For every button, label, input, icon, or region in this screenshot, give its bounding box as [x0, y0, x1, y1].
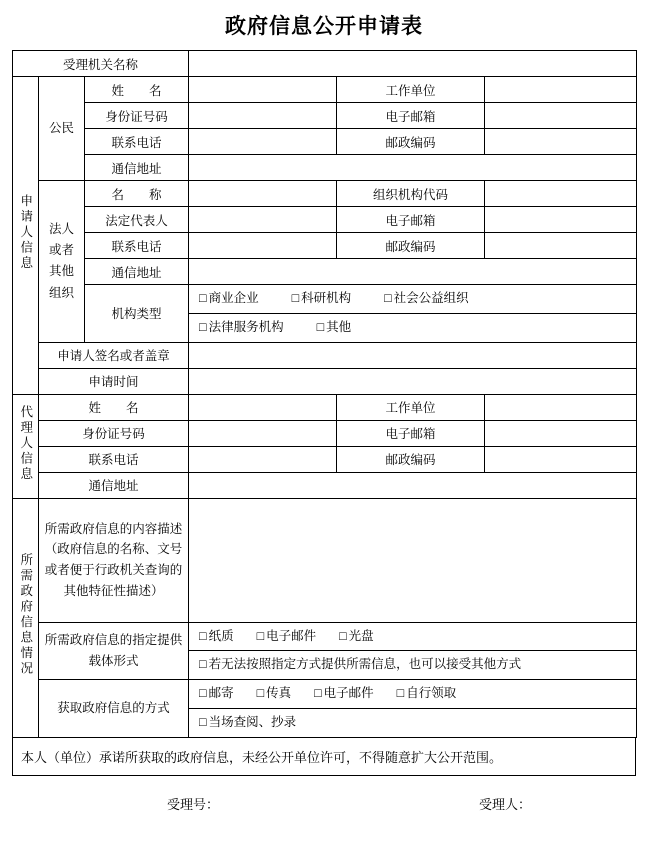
legal-name-label: 名 称	[85, 181, 189, 207]
legal-phone-label: 联系电话	[85, 233, 189, 259]
legal-postcode-value[interactable]	[485, 233, 637, 259]
checkbox-public-welfare-org[interactable]: □ 社会公益组织	[384, 291, 469, 305]
checkbox-paper[interactable]: □ 纸质	[199, 628, 234, 643]
table-row	[13, 129, 637, 155]
agency-name-value[interactable]	[189, 51, 637, 77]
citizen-work-unit-label: 工作单位	[337, 77, 485, 103]
checkbox-onsite-read[interactable]: □ 当场查阅、抄录	[199, 714, 297, 729]
table-row	[13, 420, 637, 446]
legal-rep-label: 法定代表人	[85, 207, 189, 233]
table-row	[13, 342, 637, 368]
citizen-phone-value[interactable]	[189, 129, 337, 155]
agent-name-label: 姓 名	[39, 394, 189, 420]
table-row	[13, 233, 637, 259]
legal-email-label: 电子邮箱	[337, 207, 485, 233]
citizen-email-label: 电子邮箱	[337, 103, 485, 129]
agent-work-unit-label: 工作单位	[337, 394, 485, 420]
legal-email-value[interactable]	[485, 207, 637, 233]
checkbox-accept-other-way[interactable]: □ 若无法按照指定方式提供所需信息，也可以接受其他方式	[199, 657, 522, 672]
agent-id-value[interactable]	[189, 420, 337, 446]
legal-org-type-label: 机构类型	[85, 285, 189, 343]
table-row	[13, 368, 637, 394]
agency-name-label: 受理机关名称	[13, 51, 189, 77]
legal-address-value[interactable]	[189, 259, 637, 285]
agent-postcode-label: 邮政编码	[337, 446, 485, 472]
checkbox-self-pickup[interactable]: □ 自行领取	[396, 686, 457, 700]
table-row	[13, 622, 637, 651]
citizen-postcode-value[interactable]	[485, 129, 637, 155]
citizen-address-label: 通信地址	[85, 155, 189, 181]
table-row	[13, 181, 637, 207]
apply-time-value[interactable]	[189, 368, 637, 394]
legal-org-code-label: 组织机构代码	[337, 181, 485, 207]
legal-section-label: 法人 或者 其他 组织	[39, 181, 85, 343]
agent-name-value[interactable]	[189, 394, 337, 420]
checkbox-post-mail[interactable]: □ 邮寄	[199, 686, 234, 700]
agent-phone-label: 联系电话	[39, 446, 189, 472]
citizen-id-value[interactable]	[189, 103, 337, 129]
checkbox-research-institute[interactable]: □ 科研机构	[291, 291, 352, 305]
agent-phone-value[interactable]	[189, 446, 337, 472]
agent-address-label: 通信地址	[39, 472, 189, 498]
agent-work-unit-value[interactable]	[485, 394, 637, 420]
citizen-email-value[interactable]	[485, 103, 637, 129]
legal-address-label: 通信地址	[85, 259, 189, 285]
agent-info-vertical-label: 代理人信息	[13, 394, 39, 498]
citizen-phone-label: 联系电话	[85, 129, 189, 155]
table-row	[13, 103, 637, 129]
obtain-method-label: 获取政府信息的方式	[39, 680, 189, 738]
carrier-form-label: 所需政府信息的指定提供载体形式	[39, 622, 189, 680]
carrier-options-line1	[189, 622, 637, 651]
table-row	[13, 207, 637, 233]
required-info-vertical-label: 所需政府信息情况	[13, 498, 39, 737]
legal-phone-value[interactable]	[189, 233, 337, 259]
citizen-name-label: 姓 名	[85, 77, 189, 103]
applicant-signature-value[interactable]	[189, 342, 637, 368]
table-row	[13, 259, 637, 285]
acceptor-label: 受理人：	[478, 796, 531, 812]
checkbox-commercial-enterprise[interactable]: □ 商业企业	[199, 291, 259, 305]
table-row	[13, 446, 637, 472]
agent-address-value[interactable]	[189, 472, 637, 498]
checkbox-other-org[interactable]: □ 其他	[316, 319, 352, 334]
page-title: 政府信息公开申请表	[225, 15, 423, 38]
citizen-name-value[interactable]	[189, 77, 337, 103]
agent-email-label: 电子邮箱	[337, 420, 485, 446]
obtain-options-line2	[189, 708, 637, 737]
checkbox-cd[interactable]: □ 光盘	[339, 628, 374, 643]
table-row	[13, 498, 637, 622]
obtain-options-line1	[189, 680, 637, 709]
table-row	[13, 472, 637, 498]
content-description-value[interactable]	[189, 498, 637, 622]
legal-rep-value[interactable]	[189, 207, 337, 233]
legal-org-code-value[interactable]	[485, 181, 637, 207]
checkbox-fax[interactable]: □ 传真	[256, 686, 292, 700]
carrier-options-line2	[189, 651, 637, 680]
form-footer	[12, 776, 636, 813]
checkbox-legal-service-org[interactable]: □ 法律服务机构	[199, 319, 284, 334]
citizen-address-value[interactable]	[189, 155, 637, 181]
citizen-postcode-label: 邮政编码	[337, 129, 485, 155]
table-row	[13, 680, 637, 709]
checkbox-email-carrier[interactable]: □ 电子邮件	[256, 628, 317, 643]
legal-postcode-label: 邮政编码	[337, 233, 485, 259]
agent-email-value[interactable]	[485, 420, 637, 446]
legal-org-type-options-line1	[189, 285, 637, 314]
content-description-label: 所需政府信息的内容描述（政府信息的名称、文号或者便于行政机关查询的其他特征性描述）	[39, 498, 189, 622]
applicant-signature-label: 申请人签名或者盖章	[39, 342, 189, 368]
checkbox-email-obtain[interactable]: □ 电子邮件	[314, 686, 374, 700]
table-row	[13, 51, 637, 77]
applicant-info-vertical-label: 申请人信息	[13, 77, 39, 395]
agent-postcode-value[interactable]	[485, 446, 637, 472]
citizen-work-unit-value[interactable]	[485, 77, 637, 103]
promise-statement: 本人（单位）承诺所获取的政府信息，未经公开单位许可，不得随意扩大公开范围。	[12, 738, 636, 776]
citizen-section-label: 公民	[39, 77, 85, 181]
table-row	[13, 155, 637, 181]
agent-id-label: 身份证号码	[39, 420, 189, 446]
table-row	[13, 77, 637, 103]
legal-name-value[interactable]	[189, 181, 337, 207]
acceptance-number-label: 受理号：	[166, 796, 219, 812]
table-row	[13, 285, 637, 314]
legal-org-type-options-line2	[189, 313, 637, 342]
citizen-id-label: 身份证号码	[85, 103, 189, 129]
apply-time-label: 申请时间	[39, 368, 189, 394]
table-row	[13, 394, 637, 420]
application-form-table	[12, 50, 637, 738]
